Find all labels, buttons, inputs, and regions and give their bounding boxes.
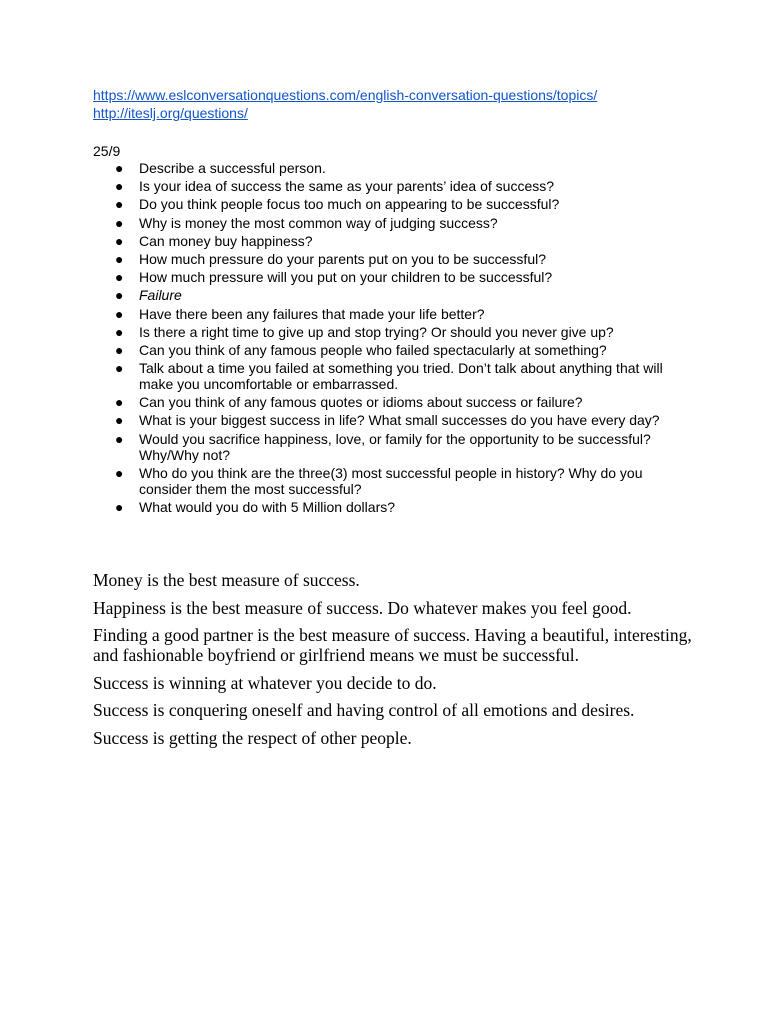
question-text: Is there a right time to give up and stop trying? Or should you never give up? xyxy=(139,323,614,340)
list-item xyxy=(93,160,693,176)
question-text: Is your idea of success the same as your parents’ idea of success? xyxy=(139,178,555,195)
bullet-icon: ● xyxy=(115,499,124,515)
question-text: Would you sacrifice happiness, love, or family for the opportunity to be successful?Why/Why not? xyxy=(139,430,651,463)
question-text: Do you think people focus too much on appearing to be successful? xyxy=(139,196,560,213)
list-item xyxy=(93,178,693,194)
statement-paragraph: Happiness is the best measure of success. Do whatever makes you feel good. xyxy=(93,597,632,618)
reference-links xyxy=(93,86,597,122)
bullet-icon: ● xyxy=(115,160,124,176)
question-text: What would you do with 5 Million dollars? xyxy=(139,499,396,515)
question-text: Who do you think are the three(3) most successful people in history? Why do you consider them the most successful? xyxy=(139,464,643,497)
bullet-icon: ● xyxy=(115,287,124,304)
bullet-icon: ● xyxy=(115,250,124,267)
link-eslconversationquestions[interactable]: https://www.eslconversationquestions.com/english-conversation-questions/topics/ xyxy=(93,87,598,103)
bullet-icon: ● xyxy=(115,341,124,358)
question-text: Have there been any failures that made your life better? xyxy=(139,305,485,322)
list-item xyxy=(93,394,693,410)
bullet-icon: ● xyxy=(115,323,124,340)
question-text: Can you think of any famous people who failed spectacularly at something? xyxy=(139,341,607,358)
statement-paragraph: Success is conquering oneself and having control of all emotions and desires. xyxy=(93,700,635,720)
list-item xyxy=(93,499,693,515)
list-item xyxy=(93,324,693,340)
bullet-icon: ● xyxy=(115,196,124,213)
success-statements xyxy=(93,570,693,755)
question-text: Why is money the most common way of judging success? xyxy=(139,214,498,231)
bullet-icon: ● xyxy=(115,178,124,195)
list-item xyxy=(93,412,693,428)
bullet-icon: ● xyxy=(115,412,124,429)
list-item xyxy=(93,465,693,497)
bullet-icon: ● xyxy=(115,394,124,411)
question-text: Describe a successful person. xyxy=(139,160,326,176)
question-text: How much pressure do your parents put on you to be successful? xyxy=(139,250,546,267)
list-item xyxy=(93,269,693,285)
list-item xyxy=(93,306,693,322)
statement-paragraph: Success is winning at whatever you decide to do. xyxy=(93,672,437,693)
bullet-icon: ● xyxy=(115,214,124,231)
statement-paragraph: Money is the best measure of success. xyxy=(93,570,360,590)
list-item xyxy=(93,215,693,231)
list-item xyxy=(93,287,693,303)
question-text: How much pressure will you put on your children to be successful? xyxy=(139,269,553,286)
bullet-icon: ● xyxy=(115,232,124,249)
bullet-icon: ● xyxy=(115,430,124,447)
question-text: Can money buy happiness? xyxy=(139,232,313,249)
bullet-icon: ● xyxy=(115,464,124,481)
question-text: Can you think of any famous quotes or idioms about success or failure? xyxy=(139,394,583,411)
statement-paragraph: Success is getting the respect of other people. xyxy=(93,727,412,748)
statement-paragraph: Finding a good partner is the best measure of success. Having a beautiful, interesting, and fashionable boyfriend or girlfriend means we must be successful. xyxy=(93,625,692,665)
question-text: What is your biggest success in life? What small successes do you have every day? xyxy=(139,412,660,429)
section-label-failure: Failure xyxy=(139,287,182,304)
bullet-icon: ● xyxy=(115,269,124,286)
list-item xyxy=(93,360,693,392)
list-item xyxy=(93,233,693,249)
bullet-icon: ● xyxy=(115,360,124,377)
list-item xyxy=(93,196,693,212)
list-item xyxy=(93,342,693,358)
question-text: Talk about a time you failed at something you tried. Don’t talk about anything that will make you uncomfortable or embarrassed. xyxy=(139,360,663,393)
question-list xyxy=(93,160,693,517)
date-heading: 25/9 xyxy=(93,143,121,159)
list-item xyxy=(93,251,693,267)
list-item xyxy=(93,431,693,463)
bullet-icon: ● xyxy=(115,305,124,322)
link-iteslj[interactable]: http://iteslj.org/questions/ xyxy=(93,105,248,121)
